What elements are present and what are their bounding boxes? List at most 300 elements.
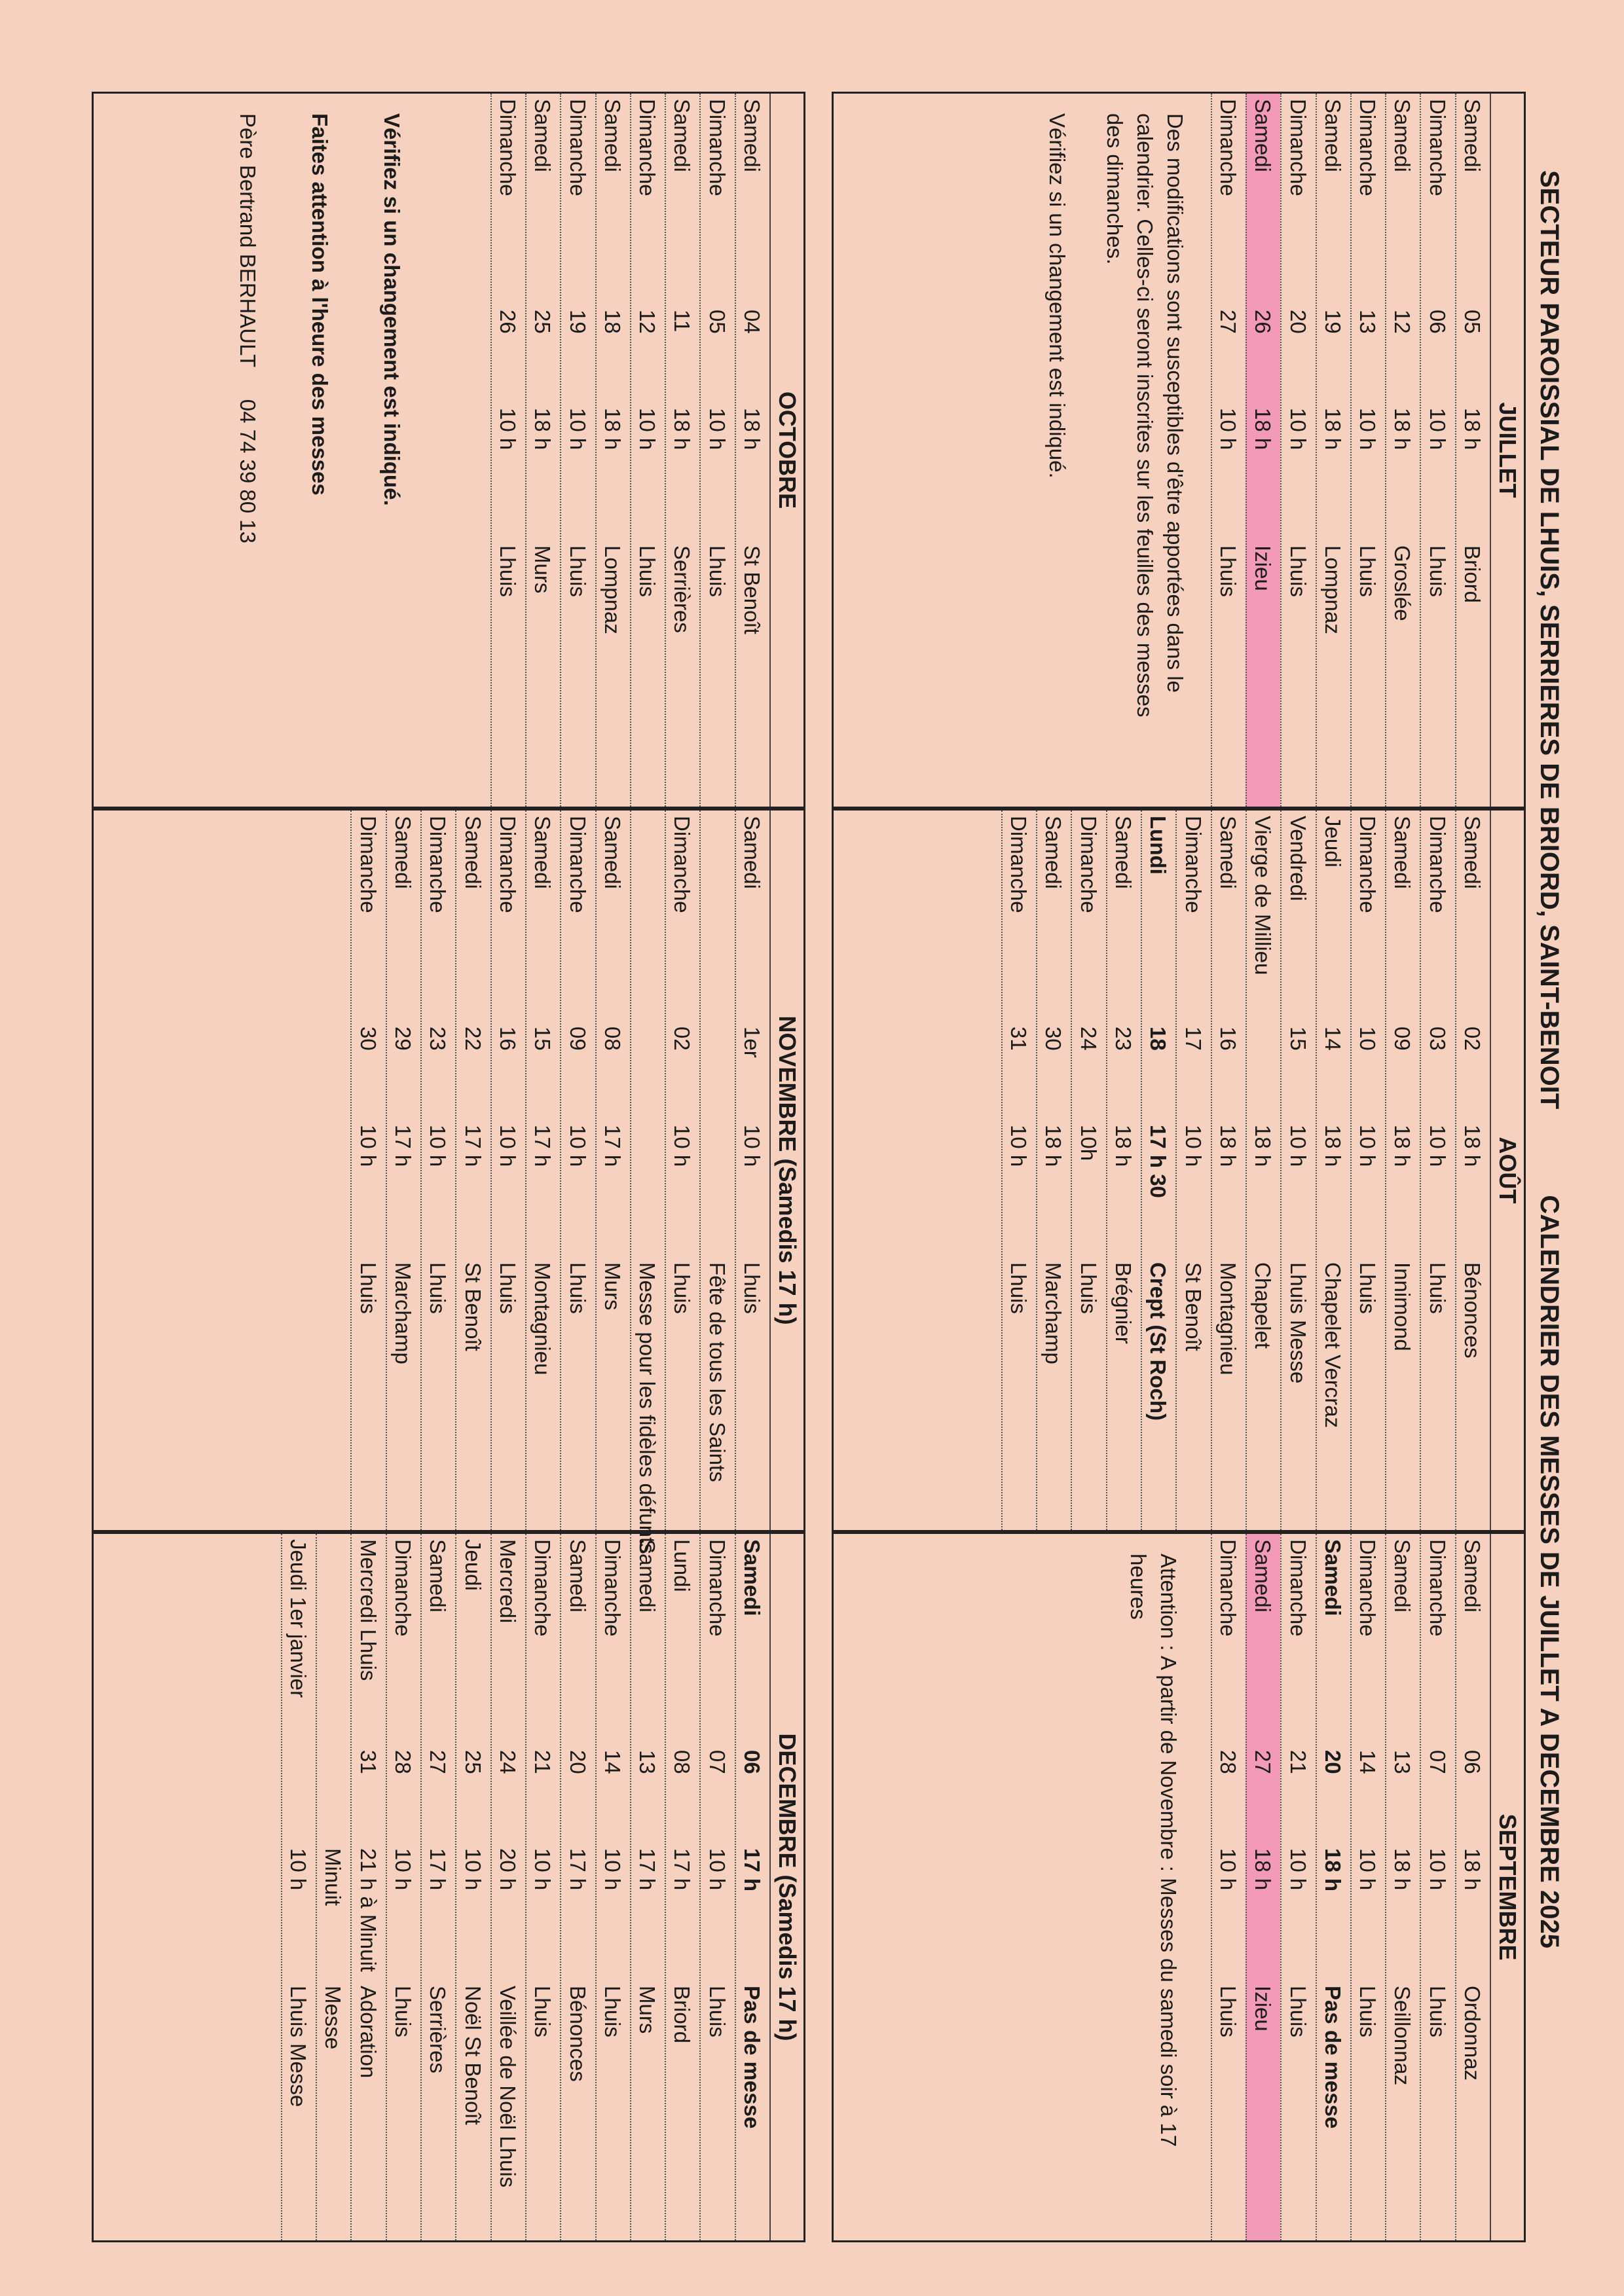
juillet-note: Des modifications sont susceptibles d'être apportées dans le calendrier. Celles-ci seront inscrites sur les feuilles des messes des dimanches. bbox=[1102, 113, 1187, 718]
time-cell: 10 h bbox=[495, 1125, 520, 1167]
schedule-row bbox=[525, 94, 560, 807]
place-cell: Serrières bbox=[426, 1986, 451, 2073]
schedule-row bbox=[386, 811, 420, 1530]
place-cell: Lhuis bbox=[426, 1262, 451, 1314]
place-cell: Lhuis bbox=[635, 545, 660, 597]
time-cell: 10 h bbox=[1215, 408, 1240, 450]
date-cell: 30 bbox=[1041, 1027, 1066, 1051]
place-cell: Lhuis bbox=[565, 545, 590, 597]
day-cell: Samedi bbox=[600, 816, 625, 889]
place-cell: Veillée de Noël Lhuis bbox=[495, 1986, 520, 2188]
schedule-row bbox=[1211, 1534, 1246, 2240]
time-cell: 18 h bbox=[1041, 1125, 1066, 1167]
panel-decembre bbox=[92, 1532, 805, 2242]
month-title: DECEMBRE (Samedis 17 h) bbox=[769, 1534, 803, 2240]
place-cell: Lhuis bbox=[391, 1986, 416, 2037]
time-cell: 10 h bbox=[565, 1125, 590, 1167]
date-cell: 11 bbox=[670, 310, 695, 333]
time-cell: 10 h bbox=[460, 1848, 485, 1891]
date-cell: 16 bbox=[1215, 1027, 1240, 1051]
date-cell: 20 bbox=[1285, 310, 1310, 334]
panel-aout bbox=[832, 809, 1526, 1532]
place-cell: Marchamp bbox=[391, 1262, 416, 1364]
place-cell: Chapelet bbox=[1251, 1262, 1276, 1349]
day-cell: Samedi bbox=[740, 816, 764, 889]
time-cell: 18 h bbox=[1390, 408, 1415, 450]
time-cell: 17 h bbox=[600, 1125, 625, 1167]
septembre-note: Attention : A partir de Novembre : Messes du samedi soir à 17 heures bbox=[1126, 1554, 1181, 2147]
time-cell: 10 h bbox=[565, 408, 590, 450]
date-cell: 05 bbox=[705, 310, 729, 334]
priest-name: Père Bertrand BERHAULT bbox=[236, 113, 260, 367]
place-cell: Lhuis bbox=[705, 545, 729, 597]
schedule-row bbox=[525, 1534, 560, 2240]
day-cell: Dimanche bbox=[1215, 1539, 1240, 1637]
octobre-verify: Vérifiez si un changement est indiqué. bbox=[380, 113, 404, 506]
day-cell: Samedi bbox=[1111, 816, 1136, 889]
schedule-row bbox=[560, 94, 595, 807]
schedule-row bbox=[1211, 811, 1246, 1530]
schedule-row bbox=[1350, 811, 1385, 1530]
schedule-row bbox=[665, 1534, 699, 2240]
date-cell: 18 bbox=[600, 310, 625, 334]
date-cell: 03 bbox=[1425, 1027, 1450, 1051]
time-cell: 17 h bbox=[635, 1848, 660, 1891]
schedule-row bbox=[1316, 1534, 1350, 2240]
day-cell: Dimanche bbox=[495, 99, 520, 196]
day-cell: Samedi bbox=[1460, 816, 1485, 889]
place-cell: Lhuis bbox=[495, 1262, 520, 1314]
day-cell: Dimanche bbox=[1285, 99, 1310, 196]
schedule-row bbox=[1246, 811, 1280, 1530]
month-title: OCTOBRE bbox=[769, 94, 803, 807]
date-cell: 07 bbox=[705, 1750, 729, 1774]
time-cell: 10 h bbox=[740, 1125, 764, 1167]
place-cell: Lhuis bbox=[1285, 545, 1310, 597]
day-cell: Dimanche bbox=[356, 816, 380, 913]
date-cell: 12 bbox=[635, 310, 660, 334]
place-cell: Groslée bbox=[1390, 545, 1415, 621]
time-cell: 10 h bbox=[1285, 408, 1310, 450]
place-cell: Lhuis bbox=[1356, 545, 1380, 597]
place-cell: Noël St Benoît bbox=[460, 1986, 485, 2125]
date-cell: 26 bbox=[1251, 310, 1276, 334]
day-cell: Dimanche bbox=[1425, 1539, 1450, 1637]
date-cell: 09 bbox=[565, 1027, 590, 1051]
schedule-row bbox=[350, 811, 385, 1530]
place-cell: Crept (St Roch) bbox=[1146, 1262, 1171, 1421]
rows-decembre bbox=[281, 1534, 769, 2240]
schedule-row bbox=[699, 811, 734, 1530]
schedule-row bbox=[699, 1534, 734, 2240]
time-cell: 18 h bbox=[600, 408, 625, 450]
place-cell: Izieu bbox=[1251, 1986, 1276, 2032]
schedule-row bbox=[1385, 1534, 1420, 2240]
day-cell: Samedi bbox=[530, 816, 555, 889]
place-cell: Lhuis bbox=[356, 1262, 380, 1314]
day-cell: Dimanche bbox=[1076, 816, 1101, 913]
day-cell: Samedi bbox=[740, 1539, 764, 1616]
schedule-row bbox=[420, 811, 455, 1530]
day-cell: Samedi bbox=[1251, 99, 1276, 172]
schedule-row bbox=[316, 1534, 350, 2240]
place-cell: Lhuis bbox=[705, 1986, 729, 2037]
schedule-row bbox=[1350, 1534, 1385, 2240]
schedule-row bbox=[595, 1534, 630, 2240]
date-cell: 26 bbox=[495, 310, 520, 334]
date-cell: 02 bbox=[670, 1027, 695, 1051]
time-cell: 10 h bbox=[1425, 408, 1450, 450]
date-cell: 23 bbox=[1111, 1027, 1136, 1051]
schedule-row bbox=[1420, 94, 1454, 807]
schedule-row bbox=[1175, 811, 1210, 1530]
date-cell: 31 bbox=[356, 1750, 380, 1774]
date-cell: 24 bbox=[1076, 1027, 1101, 1051]
place-cell: Lhuis bbox=[1425, 1986, 1450, 2037]
day-cell: Dimanche bbox=[705, 1539, 729, 1637]
day-cell: Samedi bbox=[1320, 99, 1345, 172]
place-cell: Innimond bbox=[1390, 1262, 1415, 1351]
schedule-row bbox=[630, 811, 665, 1554]
time-cell: 10 h bbox=[705, 1848, 729, 1891]
place-cell: Ordonnaz bbox=[1460, 1986, 1485, 2081]
day-cell: Dimanche bbox=[565, 99, 590, 196]
schedule-row bbox=[1350, 94, 1385, 807]
date-cell: 05 bbox=[1460, 310, 1485, 334]
day-cell: Samedi bbox=[426, 1539, 451, 1613]
schedule-row bbox=[386, 1534, 420, 2240]
schedule-row bbox=[525, 811, 560, 1530]
date-cell: 06 bbox=[740, 1750, 764, 1774]
place-cell: Izieu bbox=[1251, 545, 1276, 591]
octobre-attention: Faites attention à l'heure des messes bbox=[308, 113, 332, 496]
place-cell: Murs bbox=[530, 545, 555, 594]
day-cell: Samedi bbox=[740, 99, 764, 172]
day-cell: Jeudi bbox=[1320, 816, 1345, 867]
day-cell: Dimanche bbox=[1181, 816, 1206, 913]
rows-septembre bbox=[1211, 1534, 1490, 2240]
place-cell: Murs bbox=[600, 1262, 625, 1311]
place-cell: Serrières bbox=[670, 545, 695, 633]
place-cell: Lhuis bbox=[1356, 1986, 1380, 2037]
schedule-row bbox=[1455, 811, 1490, 1530]
place-cell: Lhuis bbox=[495, 545, 520, 597]
day-cell: Dimanche bbox=[1215, 99, 1240, 196]
place-cell: Lhuis bbox=[740, 1262, 764, 1314]
date-cell: 28 bbox=[391, 1750, 416, 1774]
schedule-row bbox=[1316, 811, 1350, 1530]
time-cell: 18 h bbox=[1390, 1848, 1415, 1891]
place-cell: Lhuis bbox=[1356, 1262, 1380, 1314]
date-cell: 27 bbox=[426, 1750, 451, 1774]
panel-octobre bbox=[92, 92, 805, 809]
schedule-row bbox=[1246, 1534, 1280, 2240]
schedule-row bbox=[1316, 94, 1350, 807]
date-cell: 1er bbox=[740, 1027, 764, 1058]
place-cell: Lhuis bbox=[600, 1986, 625, 2037]
day-cell: Samedi bbox=[1041, 816, 1066, 889]
month-title: JUILLET bbox=[1490, 94, 1524, 807]
day-cell: Dimanche bbox=[600, 1539, 625, 1637]
date-cell: 19 bbox=[565, 310, 590, 334]
schedule-row bbox=[1420, 1534, 1454, 2240]
place-cell: Briord bbox=[1460, 545, 1485, 604]
priest-phone: 04 74 39 80 13 bbox=[236, 399, 260, 543]
time-cell: 10 h bbox=[1181, 1125, 1206, 1167]
date-cell: 25 bbox=[530, 310, 555, 334]
place-cell: Briord bbox=[670, 1986, 695, 2044]
time-cell: 10 h bbox=[705, 408, 729, 450]
date-cell: 19 bbox=[1320, 310, 1345, 334]
page-header bbox=[1534, 170, 1564, 1948]
place-cell: Montagnieu bbox=[530, 1262, 555, 1376]
panel-novembre bbox=[92, 809, 805, 1554]
day-cell: Dimanche bbox=[670, 816, 695, 913]
time-cell: 10 h bbox=[1285, 1848, 1310, 1891]
day-cell: Samedi bbox=[1460, 99, 1485, 172]
header-right: CALENDRIER DES MESSES DE JUILLET A DECEMBRE 2025 bbox=[1535, 1195, 1564, 1948]
time-cell: 18 h bbox=[1460, 1848, 1485, 1891]
schedule-row bbox=[1246, 94, 1280, 807]
date-cell: 23 bbox=[426, 1027, 451, 1051]
time-cell: 18 h bbox=[1320, 1125, 1345, 1167]
time-cell: 18 h bbox=[1251, 1848, 1276, 1891]
time-cell: 17 h bbox=[460, 1125, 485, 1167]
time-cell: 18 h bbox=[1320, 1848, 1345, 1892]
time-cell: 10 h bbox=[635, 408, 660, 450]
schedule-row bbox=[1036, 811, 1071, 1530]
time-cell: 17 h bbox=[530, 1125, 555, 1167]
day-cell: Samedi bbox=[530, 99, 555, 172]
time-cell: 10 h bbox=[1285, 1125, 1310, 1167]
place-cell: Montagnieu bbox=[1215, 1262, 1240, 1376]
panel-septembre bbox=[832, 1532, 1526, 2242]
rows-novembre bbox=[350, 811, 769, 1554]
date-cell: 30 bbox=[356, 1027, 380, 1051]
time-cell: 10 h bbox=[530, 1848, 555, 1891]
day-cell: Vierge de Millieu bbox=[1251, 816, 1276, 975]
place-cell: Lhuis Messe bbox=[1285, 1262, 1310, 1384]
day-cell: Samedi bbox=[1390, 99, 1415, 172]
panel-juillet bbox=[832, 92, 1526, 809]
day-cell: Dimanche bbox=[1285, 1539, 1310, 1637]
date-cell: 08 bbox=[670, 1750, 695, 1774]
schedule-row bbox=[1280, 1534, 1315, 2240]
schedule-row bbox=[735, 94, 769, 807]
time-cell: 10 h bbox=[1425, 1848, 1450, 1891]
time-cell: 10 h bbox=[495, 408, 520, 450]
place-cell: Lhuis bbox=[1285, 1986, 1310, 2037]
place-cell: Murs bbox=[635, 1986, 660, 2034]
time-cell: 10 h bbox=[426, 1125, 451, 1167]
place-cell: Lhuis bbox=[530, 1986, 555, 2037]
schedule-row bbox=[560, 1534, 595, 2240]
place-cell: Messe pour les fidèles défunts bbox=[635, 1262, 660, 1554]
day-cell: Dimanche bbox=[1425, 99, 1450, 196]
place-cell: Messe bbox=[321, 1986, 346, 2050]
schedule-row bbox=[665, 94, 699, 807]
time-cell: 21 h à Minuit bbox=[356, 1848, 380, 1972]
day-cell: Samedi bbox=[1460, 1539, 1485, 1613]
place-cell: Lhuis bbox=[1425, 1262, 1450, 1314]
schedule-row bbox=[1280, 811, 1315, 1530]
date-cell: 13 bbox=[635, 1750, 660, 1774]
header-left: SECTEUR PAROISSIAL DE LHUIS, SERRIERES DE BRIORD, SAINT-BENOIT bbox=[1535, 170, 1564, 1110]
time-cell: 18 h bbox=[530, 408, 555, 450]
schedule-row bbox=[1420, 811, 1454, 1530]
schedule-row bbox=[1106, 811, 1141, 1530]
day-cell: Mercredi Lhuis bbox=[356, 1539, 380, 1681]
day-cell: Samedi bbox=[1320, 1539, 1345, 1616]
date-cell: 14 bbox=[1320, 1027, 1345, 1051]
day-cell: Samedi bbox=[1390, 1539, 1415, 1613]
place-cell: Seillonnaz bbox=[1390, 1986, 1415, 2086]
date-cell: 28 bbox=[1215, 1750, 1240, 1774]
time-cell: 10 h bbox=[1356, 1125, 1380, 1167]
schedule-row bbox=[1385, 94, 1420, 807]
place-cell: St Benoît bbox=[460, 1262, 485, 1351]
schedule-row bbox=[630, 1534, 665, 2240]
date-cell: 21 bbox=[530, 1750, 555, 1774]
schedule-row bbox=[735, 1534, 769, 2240]
time-cell: 17 h 30 bbox=[1146, 1125, 1171, 1198]
place-cell: Lhuis bbox=[1215, 545, 1240, 597]
rows-juillet bbox=[1211, 94, 1490, 807]
time-cell: 18 h bbox=[1460, 408, 1485, 450]
time-cell: 17 h bbox=[670, 1848, 695, 1891]
time-cell: 20 h bbox=[495, 1848, 520, 1891]
day-cell: Samedi bbox=[1251, 1539, 1276, 1613]
day-cell: Dimanche bbox=[1006, 816, 1031, 913]
schedule-row bbox=[595, 94, 630, 807]
day-cell: Dimanche bbox=[1356, 1539, 1380, 1637]
date-cell: 13 bbox=[1390, 1750, 1415, 1774]
date-cell: 27 bbox=[1215, 310, 1240, 334]
date-cell: 06 bbox=[1460, 1750, 1485, 1774]
day-cell: Samedi bbox=[1215, 816, 1240, 889]
date-cell: 15 bbox=[1285, 1027, 1310, 1051]
time-cell: 10 h bbox=[1215, 1848, 1240, 1891]
date-cell: 29 bbox=[391, 1027, 416, 1051]
time-cell: 10 h bbox=[286, 1848, 311, 1891]
schedule-row bbox=[490, 94, 525, 807]
day-cell: Samedi bbox=[391, 816, 416, 889]
day-cell: Samedi bbox=[1390, 816, 1415, 889]
place-cell: Lhuis bbox=[1215, 1986, 1240, 2037]
schedule-row bbox=[1455, 94, 1490, 807]
schedule-row bbox=[1385, 811, 1420, 1530]
schedule-row bbox=[490, 811, 525, 1530]
schedule-row bbox=[1071, 811, 1105, 1530]
date-cell: 02 bbox=[1460, 1027, 1485, 1051]
schedule-row bbox=[1280, 94, 1315, 807]
schedule-row bbox=[665, 811, 699, 1530]
date-cell: 08 bbox=[600, 1027, 625, 1051]
day-cell: Lundi bbox=[670, 1539, 695, 1592]
date-cell: 31 bbox=[1006, 1027, 1031, 1051]
day-cell: Samedi bbox=[460, 816, 485, 889]
schedule-row bbox=[630, 94, 665, 807]
time-cell: 10h bbox=[1076, 1125, 1101, 1161]
day-cell: Jeudi 1er janvier bbox=[286, 1539, 311, 1698]
place-cell: Chapelet Vercraz bbox=[1320, 1262, 1345, 1429]
place-cell: Lhuis bbox=[1076, 1262, 1101, 1314]
schedule-row bbox=[420, 1534, 455, 2240]
schedule-row bbox=[699, 94, 734, 807]
date-cell: 16 bbox=[495, 1027, 520, 1051]
month-title: AOÛT bbox=[1490, 811, 1524, 1530]
day-cell: Dimanche bbox=[1425, 816, 1450, 913]
date-cell: 15 bbox=[530, 1027, 555, 1051]
place-cell: Brégnier bbox=[1111, 1262, 1136, 1344]
month-title: NOVEMBRE (Samedis 17 h) bbox=[769, 811, 803, 1530]
day-cell: Dimanche bbox=[705, 99, 729, 196]
place-cell: Lompnaz bbox=[600, 545, 625, 634]
time-cell: 10 h bbox=[1006, 1125, 1031, 1167]
schedule-row bbox=[1141, 811, 1175, 1530]
day-cell: Vendredi bbox=[1285, 816, 1310, 902]
date-cell: 09 bbox=[1390, 1027, 1415, 1051]
place-cell: Lompnaz bbox=[1320, 545, 1345, 634]
schedule-row bbox=[1455, 1534, 1490, 2240]
date-cell: 24 bbox=[495, 1750, 520, 1774]
day-cell: Dimanche bbox=[391, 1539, 416, 1637]
date-cell: 20 bbox=[565, 1750, 590, 1774]
day-cell: Dimanche bbox=[1356, 816, 1380, 913]
schedule-row bbox=[735, 811, 769, 1530]
time-cell: 18 h bbox=[1460, 1125, 1485, 1167]
schedule-row bbox=[595, 811, 630, 1530]
schedule-row bbox=[560, 811, 595, 1530]
day-cell: Lundi bbox=[1146, 816, 1171, 875]
place-cell: Pas de messe bbox=[1320, 1986, 1345, 2129]
time-cell: 10 h bbox=[1425, 1125, 1450, 1167]
date-cell: 17 bbox=[1181, 1027, 1206, 1051]
date-cell: 13 bbox=[1356, 310, 1380, 334]
day-cell: Dimanche bbox=[1356, 99, 1380, 196]
time-cell: 18 h bbox=[1251, 1125, 1276, 1167]
date-cell: 22 bbox=[460, 1027, 485, 1051]
date-cell: 06 bbox=[1425, 310, 1450, 334]
juillet-verify: Vérifiez si un changement est indiqué. bbox=[1045, 113, 1069, 479]
place-cell: Lhuis bbox=[565, 1262, 590, 1314]
date-cell: 14 bbox=[600, 1750, 625, 1774]
place-cell: Lhuis bbox=[1425, 545, 1450, 597]
schedule-row bbox=[350, 1534, 385, 2240]
day-cell: Dimanche bbox=[426, 816, 451, 913]
place-cell: Marchamp bbox=[1041, 1262, 1066, 1364]
time-cell: 17 h bbox=[391, 1125, 416, 1167]
place-cell: Bénonces bbox=[565, 1986, 590, 2082]
place-cell: Adoration bbox=[356, 1986, 380, 2079]
time-cell: 10 h bbox=[356, 1125, 380, 1167]
schedule-row bbox=[455, 811, 490, 1530]
day-cell: Dimanche bbox=[495, 816, 520, 913]
place-cell: Bénonces bbox=[1460, 1262, 1485, 1358]
schedule-row bbox=[1211, 94, 1246, 807]
rows-aout bbox=[1001, 811, 1490, 1530]
place-cell: Lhuis Messe bbox=[286, 1986, 311, 2107]
date-cell: 07 bbox=[1425, 1750, 1450, 1774]
day-cell: Dimanche bbox=[635, 99, 660, 196]
date-cell: 04 bbox=[740, 310, 764, 334]
time-cell: 17 h bbox=[426, 1848, 451, 1891]
day-cell: Dimanche bbox=[565, 816, 590, 913]
time-cell: 18 h bbox=[740, 408, 764, 450]
date-cell: 20 bbox=[1320, 1750, 1345, 1774]
date-cell: 27 bbox=[1251, 1750, 1276, 1774]
place-cell: Lhuis bbox=[670, 1262, 695, 1314]
